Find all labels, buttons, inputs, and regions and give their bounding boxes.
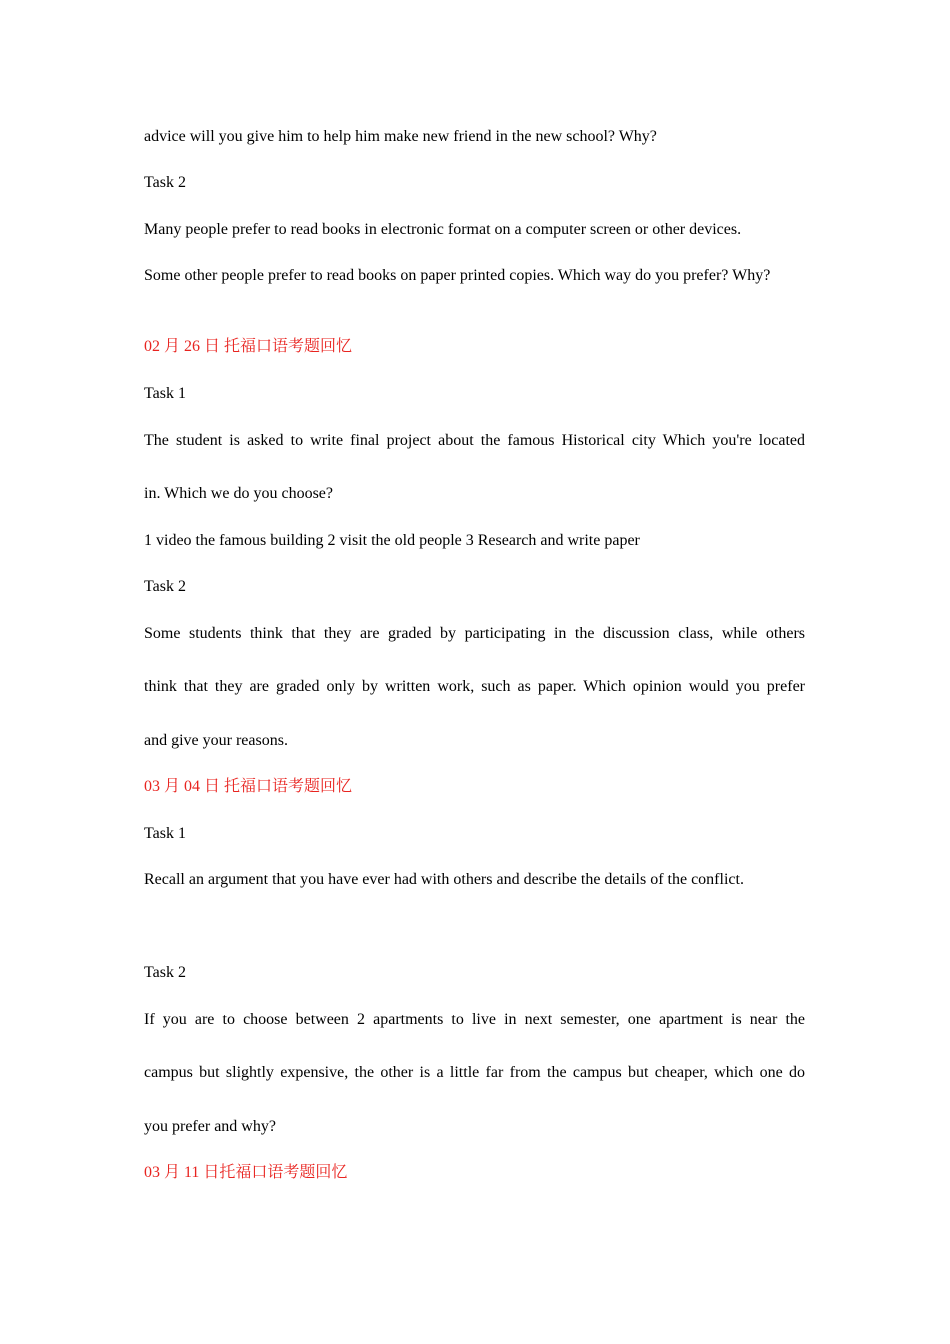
section-heading: 03 月 04 日 托福口语考题回忆: [144, 778, 353, 795]
text-line: and give your reasons.: [144, 732, 288, 749]
section-heading: 03 月 11 日托福口语考题回忆: [144, 1164, 348, 1181]
section-heading: 02 月 26 日 托福口语考题回忆: [144, 338, 353, 355]
task-label: Task 1: [144, 825, 186, 842]
task-label: Task 1: [144, 385, 186, 402]
text-line: Recall an argument that you have ever had with others and describe the details of the conflict.: [144, 871, 744, 888]
text-line: The student is asked to write final project about the famous Historical city Which you're located: [144, 432, 805, 449]
task-label: Task 2: [144, 174, 186, 191]
text-line: you prefer and why?: [144, 1118, 276, 1135]
task-label: Task 2: [144, 964, 186, 981]
options-line: 1 video the famous building 2 visit the old people 3 Research and write paper: [144, 532, 640, 549]
task-label: Task 2: [144, 578, 186, 595]
text-line: advice will you give him to help him make new friend in the new school? Why?: [144, 128, 657, 145]
text-line: campus but slightly expensive, the other is a little far from the campus but cheaper, which one do: [144, 1064, 805, 1081]
text-line: Many people prefer to read books in electronic format on a computer screen or other devices.: [144, 221, 742, 238]
text-line: Some students think that they are graded by participating in the discussion class, while others: [144, 625, 805, 642]
text-line: in. Which we do you choose?: [144, 485, 333, 502]
text-line: If you are to choose between 2 apartments to live in next semester, one apartment is near the: [144, 1011, 805, 1028]
text-line: Some other people prefer to read books on paper printed copies. Which way do you prefer? Why?: [144, 267, 771, 284]
text-line: think that they are graded only by written work, such as paper. Which opinion would you prefer: [144, 678, 805, 695]
